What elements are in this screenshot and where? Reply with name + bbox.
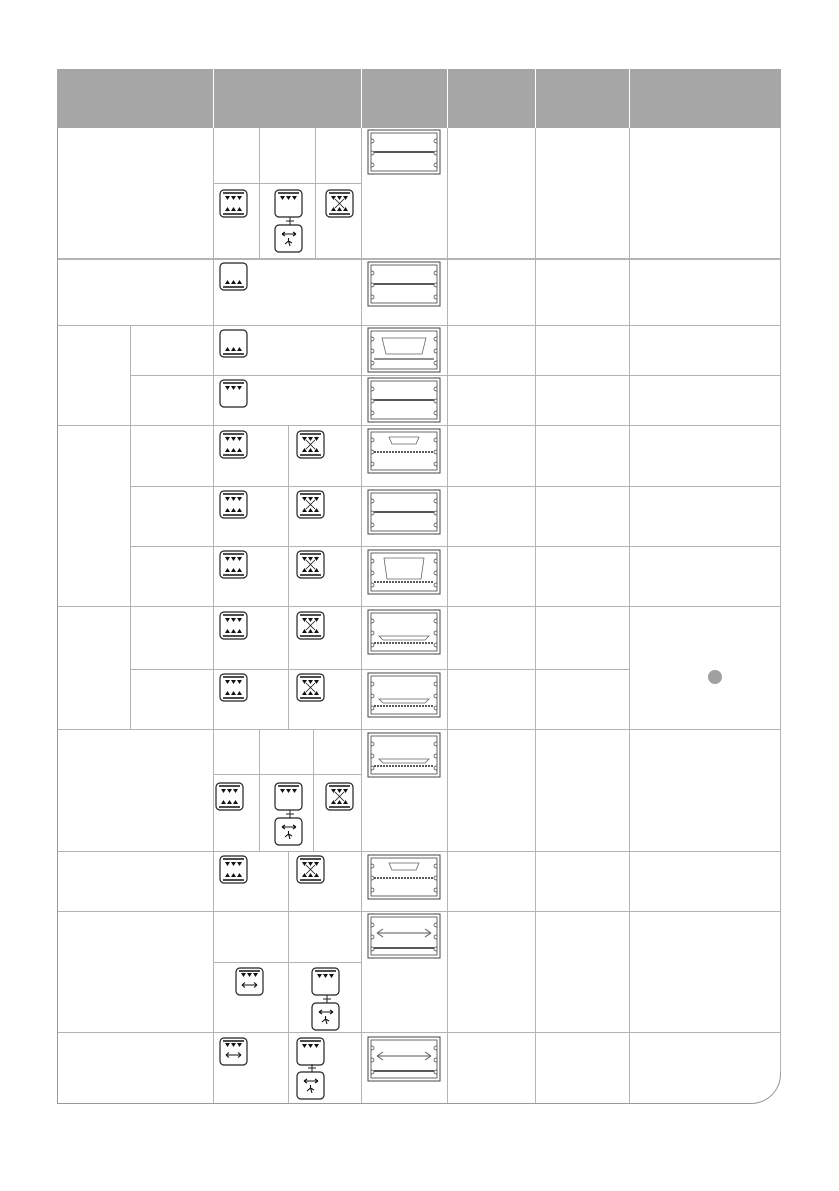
top-bottom-heat-icon <box>219 611 249 641</box>
row-divider <box>130 546 781 547</box>
fan-icon <box>296 1071 326 1101</box>
column-divider <box>361 69 362 1104</box>
row-divider <box>57 729 781 730</box>
oven-circulation-icon <box>367 1036 441 1086</box>
row-divider <box>57 1032 781 1033</box>
header-divider <box>213 69 214 128</box>
oven-tray-low-icon <box>367 549 441 603</box>
top-bottom-heat-icon <box>219 855 249 885</box>
top-bottom-heat-icon <box>219 189 249 219</box>
plus-icon <box>286 217 294 225</box>
header-divider <box>629 69 630 128</box>
fan-icon <box>311 1002 341 1032</box>
row-divider <box>57 911 781 912</box>
column-divider <box>213 69 214 1104</box>
oven-shelf-middle-icon <box>367 261 441 309</box>
grill-fan-icon <box>296 611 326 641</box>
top-bottom-heat-icon <box>219 550 249 580</box>
table-left-border <box>57 128 58 1104</box>
row-divider <box>130 375 781 376</box>
oven-dish-grid-icon <box>367 609 441 663</box>
plus-icon <box>323 995 331 1003</box>
row-divider <box>213 962 361 963</box>
column-divider <box>259 128 260 258</box>
column-divider <box>288 425 289 730</box>
top-heat-icon <box>219 379 249 409</box>
header-divider <box>535 69 536 128</box>
row-divider <box>130 486 781 487</box>
column-divider <box>288 851 289 1104</box>
bottom-heat-icon <box>219 329 249 359</box>
row-divider <box>57 425 781 426</box>
top-bottom-heat-icon <box>215 782 245 812</box>
grill-fan-icon <box>325 782 355 812</box>
top-heat-circulation-icon <box>219 1037 249 1067</box>
top-bottom-heat-icon <box>219 673 249 703</box>
grill-fan-icon <box>325 189 355 219</box>
column-divider <box>259 729 260 851</box>
plus-icon <box>286 810 294 818</box>
grill-fan-icon <box>296 490 326 520</box>
column-divider <box>629 69 630 1104</box>
row-divider <box>57 258 781 260</box>
top-heat-icon <box>274 189 304 219</box>
bottom-heat-icon <box>219 262 249 292</box>
row-divider <box>130 669 629 670</box>
grill-fan-icon <box>296 430 326 460</box>
row-divider <box>57 606 781 607</box>
fan-icon <box>274 817 304 847</box>
column-divider <box>313 729 314 851</box>
top-bottom-heat-icon <box>219 490 249 520</box>
oven-circulation-icon <box>367 913 441 963</box>
column-divider <box>315 128 316 258</box>
row-divider <box>57 851 781 852</box>
oven-tray-grid-icon <box>367 428 441 482</box>
oven-dish-grid-icon <box>367 732 441 778</box>
grill-fan-icon <box>296 855 326 885</box>
column-divider <box>535 69 536 1104</box>
grill-fan-icon <box>296 673 326 703</box>
header-divider <box>447 69 448 128</box>
row-divider <box>57 325 781 326</box>
oven-shelf-middle-icon <box>367 489 441 543</box>
top-heat-icon <box>296 1037 326 1067</box>
table-header <box>57 69 781 128</box>
fan-icon <box>274 224 304 254</box>
oven-dish-grid-icon <box>367 672 441 726</box>
row-divider <box>213 774 361 775</box>
oven-shelf-middle-icon <box>367 377 441 423</box>
top-bottom-heat-icon <box>219 430 249 460</box>
top-heat-icon <box>311 967 341 997</box>
oven-shelf-middle-icon <box>367 129 441 177</box>
top-heat-circulation-icon <box>235 967 265 997</box>
note-marker-dot <box>708 670 722 684</box>
top-heat-icon <box>274 782 304 812</box>
header-divider <box>361 69 362 128</box>
plus-icon <box>308 1064 316 1072</box>
table-right-border <box>780 128 781 1072</box>
column-divider <box>447 69 448 1104</box>
oven-tray-grid-icon <box>367 854 441 908</box>
oven-tray-icon <box>367 327 441 373</box>
grill-fan-icon <box>296 550 326 580</box>
row-divider <box>213 183 361 184</box>
